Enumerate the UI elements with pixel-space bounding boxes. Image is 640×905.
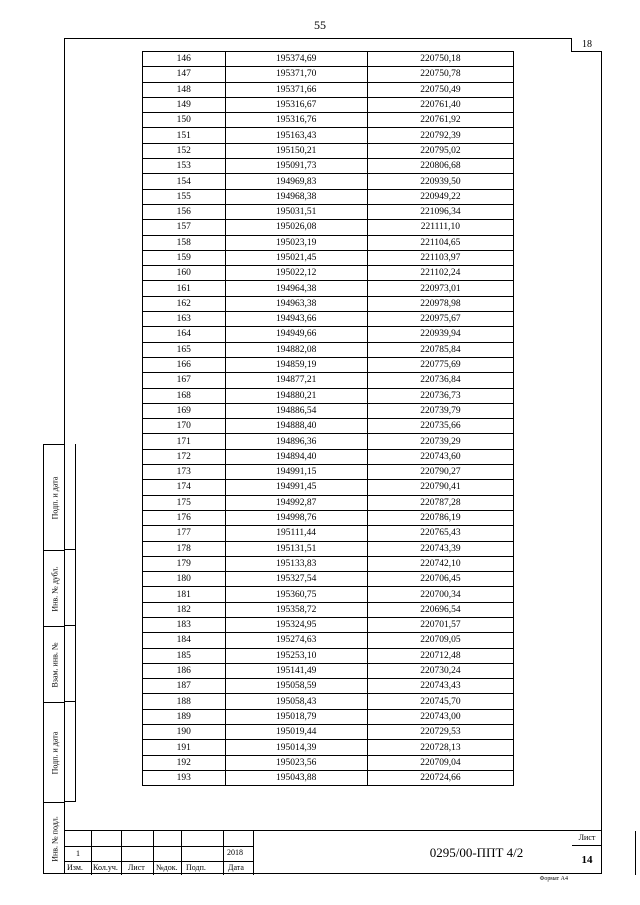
x-coordinate-cell: 195358,72 bbox=[225, 602, 367, 617]
stamp-izm-value: 1 bbox=[76, 849, 80, 858]
table-row bbox=[143, 143, 514, 158]
table-row bbox=[143, 174, 514, 189]
table-row bbox=[143, 709, 514, 724]
x-coordinate-cell: 195023,56 bbox=[225, 755, 367, 770]
side-cell-inv-orig bbox=[44, 803, 65, 875]
x-coordinate-cell: 194963,38 bbox=[225, 296, 367, 311]
point-number-cell: 159 bbox=[143, 250, 226, 265]
point-number-cell: 146 bbox=[143, 52, 226, 67]
x-coordinate-cell: 195043,88 bbox=[225, 770, 367, 785]
table-row bbox=[143, 67, 514, 82]
x-coordinate-cell: 195133,83 bbox=[225, 556, 367, 571]
x-coordinate-cell: 194949,66 bbox=[225, 327, 367, 342]
y-coordinate-cell: 220701,57 bbox=[367, 617, 513, 632]
table-row bbox=[143, 526, 514, 541]
y-coordinate-cell: 220939,94 bbox=[367, 327, 513, 342]
x-coordinate-cell: 195021,45 bbox=[225, 250, 367, 265]
y-coordinate-cell: 220785,84 bbox=[367, 342, 513, 357]
table-row bbox=[143, 663, 514, 678]
table-row bbox=[143, 465, 514, 480]
y-coordinate-cell: 220806,68 bbox=[367, 159, 513, 174]
point-number-cell: 161 bbox=[143, 281, 226, 296]
coordinates-table bbox=[142, 51, 514, 786]
y-coordinate-cell: 220743,00 bbox=[367, 709, 513, 724]
point-number-cell: 169 bbox=[143, 403, 226, 418]
side-cell-sign-date-1 bbox=[44, 445, 65, 551]
point-number-cell: 193 bbox=[143, 770, 226, 785]
table-row bbox=[143, 342, 514, 357]
point-number-cell: 150 bbox=[143, 113, 226, 128]
y-coordinate-cell: 220728,13 bbox=[367, 740, 513, 755]
point-number-cell: 186 bbox=[143, 663, 226, 678]
x-coordinate-cell: 195371,66 bbox=[225, 82, 367, 97]
side-label-vzam-inv: Взам. инв. № bbox=[50, 641, 59, 688]
x-coordinate-cell: 194877,21 bbox=[225, 373, 367, 388]
point-number-cell: 167 bbox=[143, 373, 226, 388]
y-coordinate-cell: 221104,65 bbox=[367, 235, 513, 250]
point-number-cell: 158 bbox=[143, 235, 226, 250]
y-coordinate-cell: 220739,29 bbox=[367, 434, 513, 449]
format-label: Формат А4 bbox=[539, 876, 568, 882]
x-coordinate-cell: 194888,40 bbox=[225, 419, 367, 434]
table-row bbox=[143, 97, 514, 112]
point-number-cell: 172 bbox=[143, 449, 226, 464]
point-number-cell: 155 bbox=[143, 189, 226, 204]
x-coordinate-cell: 195371,70 bbox=[225, 67, 367, 82]
x-coordinate-cell: 194998,76 bbox=[225, 510, 367, 525]
corner-sheet-number: 18 bbox=[571, 38, 602, 52]
table-row bbox=[143, 510, 514, 525]
x-coordinate-cell: 195360,75 bbox=[225, 587, 367, 602]
stamp-year-value: 2018 bbox=[227, 848, 243, 857]
y-coordinate-cell: 220787,28 bbox=[367, 495, 513, 510]
point-number-cell: 189 bbox=[143, 709, 226, 724]
y-coordinate-cell: 221096,34 bbox=[367, 204, 513, 219]
point-number-cell: 173 bbox=[143, 465, 226, 480]
y-coordinate-cell: 220949,22 bbox=[367, 189, 513, 204]
y-coordinate-cell: 220743,43 bbox=[367, 679, 513, 694]
point-number-cell: 165 bbox=[143, 342, 226, 357]
y-coordinate-cell: 220724,66 bbox=[367, 770, 513, 785]
y-coordinate-cell: 220743,60 bbox=[367, 449, 513, 464]
y-coordinate-cell: 220792,39 bbox=[367, 128, 513, 143]
y-coordinate-cell: 220765,43 bbox=[367, 526, 513, 541]
x-coordinate-cell: 194991,45 bbox=[225, 480, 367, 495]
table-row bbox=[143, 587, 514, 602]
table-row bbox=[143, 296, 514, 311]
table-row bbox=[143, 327, 514, 342]
side-label-sign-date-1: Подп. и дата bbox=[50, 476, 59, 519]
table-row bbox=[143, 633, 514, 648]
table-row bbox=[143, 770, 514, 785]
y-coordinate-cell: 220742,10 bbox=[367, 556, 513, 571]
point-number-cell: 176 bbox=[143, 510, 226, 525]
stamp-header-ndok: №док. bbox=[156, 863, 178, 872]
y-coordinate-cell: 220735,66 bbox=[367, 419, 513, 434]
x-coordinate-cell: 194894,40 bbox=[225, 449, 367, 464]
table-row bbox=[143, 602, 514, 617]
x-coordinate-cell: 195091,73 bbox=[225, 159, 367, 174]
stamp-col-podp bbox=[182, 831, 224, 875]
x-coordinate-cell: 195374,69 bbox=[225, 52, 367, 67]
table-row bbox=[143, 617, 514, 632]
table-row bbox=[143, 250, 514, 265]
table-row bbox=[143, 82, 514, 97]
table-row bbox=[143, 113, 514, 128]
x-coordinate-cell: 194886,54 bbox=[225, 403, 367, 418]
x-coordinate-cell: 195014,39 bbox=[225, 740, 367, 755]
y-coordinate-cell: 221111,10 bbox=[367, 220, 513, 235]
point-number-cell: 153 bbox=[143, 159, 226, 174]
point-number-cell: 151 bbox=[143, 128, 226, 143]
y-coordinate-cell: 220736,84 bbox=[367, 373, 513, 388]
point-number-cell: 163 bbox=[143, 312, 226, 327]
x-coordinate-cell: 195058,43 bbox=[225, 694, 367, 709]
y-coordinate-cell: 220696,54 bbox=[367, 602, 513, 617]
table-row bbox=[143, 388, 514, 403]
table-row bbox=[143, 312, 514, 327]
point-number-cell: 188 bbox=[143, 694, 226, 709]
x-coordinate-cell: 195026,08 bbox=[225, 220, 367, 235]
y-coordinate-cell: 220939,50 bbox=[367, 174, 513, 189]
point-number-cell: 148 bbox=[143, 82, 226, 97]
table-row bbox=[143, 740, 514, 755]
y-coordinate-cell: 220775,69 bbox=[367, 357, 513, 372]
table-row bbox=[143, 403, 514, 418]
x-coordinate-cell: 195018,79 bbox=[225, 709, 367, 724]
table-row bbox=[143, 419, 514, 434]
x-coordinate-cell: 194882,08 bbox=[225, 342, 367, 357]
y-coordinate-cell: 220750,49 bbox=[367, 82, 513, 97]
y-coordinate-cell: 220743,39 bbox=[367, 541, 513, 556]
point-number-cell: 179 bbox=[143, 556, 226, 571]
point-number-cell: 192 bbox=[143, 755, 226, 770]
side-col2-cell bbox=[64, 702, 76, 802]
table-row bbox=[143, 281, 514, 296]
x-coordinate-cell: 195131,51 bbox=[225, 541, 367, 556]
y-coordinate-cell: 220709,05 bbox=[367, 633, 513, 648]
point-number-cell: 166 bbox=[143, 357, 226, 372]
stamp-header-podp: Подп. bbox=[186, 863, 206, 872]
side-cell-inv-dubl bbox=[44, 551, 65, 627]
table-row bbox=[143, 449, 514, 464]
point-number-cell: 182 bbox=[143, 602, 226, 617]
point-number-cell: 187 bbox=[143, 679, 226, 694]
y-coordinate-cell: 221103,97 bbox=[367, 250, 513, 265]
point-number-cell: 184 bbox=[143, 633, 226, 648]
point-number-cell: 170 bbox=[143, 419, 226, 434]
table-row bbox=[143, 480, 514, 495]
point-number-cell: 178 bbox=[143, 541, 226, 556]
page-top-number: 55 bbox=[314, 18, 326, 32]
table-row bbox=[143, 495, 514, 510]
y-coordinate-cell: 220736,73 bbox=[367, 388, 513, 403]
table-row bbox=[143, 725, 514, 740]
x-coordinate-cell: 194992,87 bbox=[225, 495, 367, 510]
table-row bbox=[143, 541, 514, 556]
y-coordinate-cell: 220729,53 bbox=[367, 725, 513, 740]
point-number-cell: 191 bbox=[143, 740, 226, 755]
stamp-col-list bbox=[122, 831, 154, 875]
x-coordinate-cell: 195324,95 bbox=[225, 617, 367, 632]
stamp-col-ndok bbox=[154, 831, 182, 875]
y-coordinate-cell: 220750,18 bbox=[367, 52, 513, 67]
table-row bbox=[143, 755, 514, 770]
table-row bbox=[143, 357, 514, 372]
x-coordinate-cell: 194991,15 bbox=[225, 465, 367, 480]
table-row bbox=[143, 266, 514, 281]
x-coordinate-cell: 195253,10 bbox=[225, 648, 367, 663]
point-number-cell: 157 bbox=[143, 220, 226, 235]
table-row bbox=[143, 556, 514, 571]
point-number-cell: 171 bbox=[143, 434, 226, 449]
side-col2-cell bbox=[64, 550, 76, 626]
y-coordinate-cell: 220706,45 bbox=[367, 572, 513, 587]
point-number-cell: 147 bbox=[143, 67, 226, 82]
point-number-cell: 183 bbox=[143, 617, 226, 632]
side-col2-cell bbox=[64, 626, 76, 702]
point-number-cell: 156 bbox=[143, 204, 226, 219]
x-coordinate-cell: 195141,49 bbox=[225, 663, 367, 678]
side-label-sign-date-2: Подп. и дата bbox=[50, 731, 59, 774]
y-coordinate-cell: 220709,04 bbox=[367, 755, 513, 770]
x-coordinate-cell: 195316,76 bbox=[225, 113, 367, 128]
point-number-cell: 152 bbox=[143, 143, 226, 158]
side-label-inv-orig: Инв. № подл. bbox=[50, 816, 59, 862]
y-coordinate-cell: 220973,01 bbox=[367, 281, 513, 296]
stamp-col-izm bbox=[64, 831, 92, 875]
stamp-header-list: Лист bbox=[128, 863, 145, 872]
point-number-cell: 160 bbox=[143, 266, 226, 281]
x-coordinate-cell: 195019,44 bbox=[225, 725, 367, 740]
y-coordinate-cell: 220739,79 bbox=[367, 403, 513, 418]
table-row bbox=[143, 373, 514, 388]
table-row bbox=[143, 159, 514, 174]
x-coordinate-cell: 195111,44 bbox=[225, 526, 367, 541]
x-coordinate-cell: 194968,38 bbox=[225, 189, 367, 204]
y-coordinate-cell: 220745,70 bbox=[367, 694, 513, 709]
point-number-cell: 190 bbox=[143, 725, 226, 740]
y-coordinate-cell: 220761,92 bbox=[367, 113, 513, 128]
y-coordinate-cell: 221102,24 bbox=[367, 266, 513, 281]
side-col2-cell bbox=[64, 444, 76, 550]
x-coordinate-cell: 195274,63 bbox=[225, 633, 367, 648]
y-coordinate-cell: 220786,19 bbox=[367, 510, 513, 525]
side-cell-sign-date-2 bbox=[44, 703, 65, 803]
point-number-cell: 180 bbox=[143, 572, 226, 587]
point-number-cell: 177 bbox=[143, 526, 226, 541]
sheet-number: 14 bbox=[581, 854, 593, 866]
point-number-cell: 185 bbox=[143, 648, 226, 663]
point-number-cell: 149 bbox=[143, 97, 226, 112]
x-coordinate-cell: 195150,21 bbox=[225, 143, 367, 158]
table-row bbox=[143, 434, 514, 449]
table-row bbox=[143, 128, 514, 143]
side-label-inv-dubl: Инв. № дубл. bbox=[50, 565, 59, 612]
document-code: 0295/00-ППТ 4/2 bbox=[318, 831, 636, 875]
stamp-header-izm: Изм. bbox=[67, 863, 83, 872]
x-coordinate-cell: 194880,21 bbox=[225, 388, 367, 403]
table-row bbox=[143, 648, 514, 663]
table-row bbox=[143, 694, 514, 709]
point-number-cell: 181 bbox=[143, 587, 226, 602]
x-coordinate-cell: 195327,54 bbox=[225, 572, 367, 587]
table-row bbox=[143, 572, 514, 587]
table-row bbox=[143, 235, 514, 250]
y-coordinate-cell: 220795,02 bbox=[367, 143, 513, 158]
sheet-label: Лист bbox=[572, 831, 602, 846]
y-coordinate-cell: 220700,34 bbox=[367, 587, 513, 602]
point-number-cell: 162 bbox=[143, 296, 226, 311]
stamp-header-data: Дата bbox=[228, 863, 244, 872]
x-coordinate-cell: 195023,19 bbox=[225, 235, 367, 250]
table-row bbox=[143, 189, 514, 204]
y-coordinate-cell: 220712,48 bbox=[367, 648, 513, 663]
x-coordinate-cell: 195031,51 bbox=[225, 204, 367, 219]
y-coordinate-cell: 220790,41 bbox=[367, 480, 513, 495]
x-coordinate-cell: 194896,36 bbox=[225, 434, 367, 449]
point-number-cell: 175 bbox=[143, 495, 226, 510]
x-coordinate-cell: 195058,59 bbox=[225, 679, 367, 694]
x-coordinate-cell: 194859,19 bbox=[225, 357, 367, 372]
stamp-col-data bbox=[224, 831, 254, 875]
x-coordinate-cell: 195022,12 bbox=[225, 266, 367, 281]
table-row bbox=[143, 679, 514, 694]
y-coordinate-cell: 220975,67 bbox=[367, 312, 513, 327]
y-coordinate-cell: 220730,24 bbox=[367, 663, 513, 678]
point-number-cell: 154 bbox=[143, 174, 226, 189]
table-row bbox=[143, 52, 514, 67]
y-coordinate-cell: 220790,27 bbox=[367, 465, 513, 480]
x-coordinate-cell: 194969,83 bbox=[225, 174, 367, 189]
side-cell-vzam-inv bbox=[44, 627, 65, 703]
x-coordinate-cell: 194943,66 bbox=[225, 312, 367, 327]
y-coordinate-cell: 220978,98 bbox=[367, 296, 513, 311]
point-number-cell: 174 bbox=[143, 480, 226, 495]
y-coordinate-cell: 220761,40 bbox=[367, 97, 513, 112]
table-row bbox=[143, 204, 514, 219]
point-number-cell: 164 bbox=[143, 327, 226, 342]
point-number-cell: 168 bbox=[143, 388, 226, 403]
x-coordinate-cell: 195163,43 bbox=[225, 128, 367, 143]
title-block bbox=[64, 830, 602, 874]
y-coordinate-cell: 220750,78 bbox=[367, 67, 513, 82]
stamp-col-koluch bbox=[92, 831, 122, 875]
stamp-header-koluch: Кол.уч. bbox=[93, 863, 118, 872]
table-row bbox=[143, 220, 514, 235]
x-coordinate-cell: 194964,38 bbox=[225, 281, 367, 296]
x-coordinate-cell: 195316,67 bbox=[225, 97, 367, 112]
side-strip bbox=[43, 444, 64, 874]
